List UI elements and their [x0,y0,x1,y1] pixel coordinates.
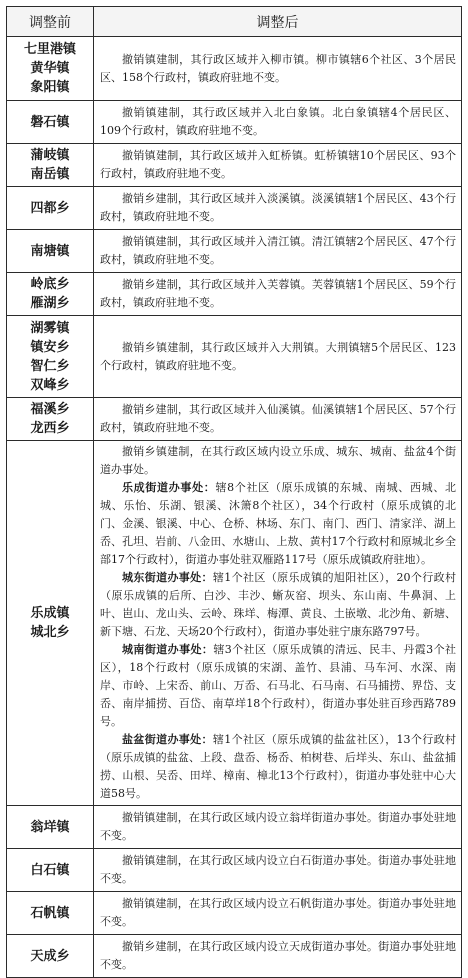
after-cell [94,398,462,441]
subdistrict-title: 城东街道办事处： [122,571,213,584]
after-text: 撤销镇建制，其行政区域并入清江镇。清江镇辖2个居民区、47个行政村，镇政府驻地不变。 [100,235,456,266]
before-name: 岭底乡 [30,277,70,292]
after-text: 撤销镇建制，在其行政区域内设立白石街道办事处。街道办事处驻地不变。 [100,854,456,885]
subdistrict-text: 辖8个社区（原乐成镇的东城、南城、西城、北城、乐怡、乐湖、银溪、沐箫8个社区），34个行政村（原乐成镇的北门、金溪、银溪、中心、仓桥、林场、东门、南门、西门、清家洋、湖上岙、孔坦、岩前、八金田、水塘山、上敖、黄村17个行政村和原城北乡全部17个行政村），街道办事处驻双雁路117号（原乐成镇政府驻地）。 [100,481,457,566]
subdistrict-paragraph [100,731,456,803]
before-cell [7,892,94,935]
after-intro: 撤销乡镇建制，在其行政区域内设立乐成、城东、城南、盐盆4个街道办事处。 [100,445,456,476]
after-cell [94,144,462,187]
table-body [7,37,462,978]
before-name: 雁湖乡 [30,296,70,311]
after-text: 撤销镇建制，在其行政区域内设立石帆街道办事处。街道办事处驻地不变。 [100,897,456,928]
before-name: 湖雾镇 [30,320,70,336]
table-row [7,144,462,187]
before-cell [7,806,94,849]
after-text: 撤销镇建制，其行政区域并入北白象镇。北白象镇辖4个居民区、109个行政村，镇政府驻地不变。 [100,106,456,137]
after-text: 撤销乡镇建制，其行政区域并入大荆镇。大荆镇辖5个居民区、123个行政村，镇政府驻地不变。 [100,340,456,372]
before-name: 南塘镇 [30,243,70,259]
before-name: 乐成镇 [30,606,70,621]
before-name: 天成乡 [30,948,70,964]
before-name: 七里港镇 [23,42,76,57]
before-cell [7,316,94,398]
header-after: 调整后 [94,7,462,37]
subdistrict-text: 辖1个社区（原乐成镇的旭阳社区），20个行政村（原乐成镇的后所、白沙、丰沙、蜥灰窑、坝头、东山南、牛鼻洞、上叶、岜山、龙山头、云岭、珠垟、梅潭、黄良、土嵌墩、北沙角、新塘、新下塘、石龙、天场20个行政村），街道办事处驻宁康东路797号。 [100,571,457,638]
before-name: 黄华镇 [30,61,70,76]
table-row [7,806,462,849]
table-row [7,187,462,230]
table-row [7,273,462,316]
adjustment-table [6,6,462,978]
adjustment-table-document [6,6,462,978]
after-text: 撤销乡建制，其行政区域并入淡溪镇。淡溪镇辖1个居民区、43个行政村，镇政府驻地不变。 [100,192,456,223]
before-cell [7,398,94,441]
after-cell [94,230,462,273]
after-cell [94,806,462,849]
table-row [7,892,462,935]
after-cell [94,101,462,144]
subdistrict-title: 乐成街道办事处： [122,481,216,494]
before-name: 智仁乡 [30,358,70,374]
subdistrict-title: 城南街道办事处： [122,643,214,656]
before-name: 白石镇 [30,862,70,878]
subdistrict-paragraph [100,569,456,641]
table-header-row [7,7,462,37]
before-cell [7,101,94,144]
before-cell [7,144,94,187]
before-name: 双峰乡 [30,377,70,393]
after-text: 撤销镇建制，其行政区域并入柳市镇。柳市镇辖6个社区、3个居民区、158个行政村，镇政府驻地不变。 [100,52,456,84]
subdistrict-text: 辖3个社区（原乐成镇的清远、民丰、丹霞3个社区），18个行政村（原乐成镇的宋湖、盖竹、县浦、马车河、水深、南岸、市岭、上宋岙、前山、万岙、石马北、石马南、石马捕捞、界岱、支岙、南岸捕捞、百岱、南草垟18个行政村），街道办事处驻百珍西路789号。 [100,643,456,728]
before-name: 四都乡 [30,200,70,216]
before-cell [7,273,94,316]
after-cell [94,441,462,806]
after-text: 撤销乡建制，在其行政区域内设立天成街道办事处。街道办事处驻地不变。 [100,940,456,971]
before-name: 石帆镇 [30,905,70,921]
subdistrict-title: 盐盆街道办事处： [122,733,213,746]
after-text: 撤销乡建制，其行政区域并入仙溪镇。仙溪镇辖1个居民区、57个行政村，镇政府驻地不变。 [100,403,456,434]
table-row [7,441,462,806]
before-cell [7,230,94,273]
before-name: 翁垟镇 [30,819,70,835]
after-cell [94,935,462,978]
before-name: 龙西乡 [30,421,70,436]
after-text: 撤销镇建制，其行政区域并入虹桥镇。虹桥镇辖10个居民区、93个行政村，镇政府驻地不变。 [100,149,456,180]
header-before: 调整前 [7,7,94,37]
after-cell [94,187,462,230]
before-cell [7,849,94,892]
subdistrict-paragraph [100,641,456,731]
after-cell [94,273,462,316]
after-cell [94,316,462,398]
table-row [7,37,462,101]
after-cell [94,892,462,935]
table-row [7,398,462,441]
after-cell [94,849,462,892]
before-name: 城北乡 [30,625,70,640]
table-row [7,316,462,398]
after-text: 撤销镇建制，在其行政区域内设立翁垟街道办事处。街道办事处驻地不变。 [100,811,456,842]
before-name: 南岳镇 [30,167,70,182]
before-name: 镇安乡 [30,339,70,355]
before-name: 磐石镇 [30,114,70,130]
before-cell [7,187,94,230]
before-cell [7,441,94,806]
after-text: 撤销乡建制，其行政区域并入芙蓉镇。芙蓉镇辖1个居民区、59个行政村，镇政府驻地不变。 [100,278,456,309]
before-cell [7,37,94,101]
after-cell [94,37,462,101]
subdistrict-text: 辖1个社区（原乐成镇的盐盆社区），13个行政村（原乐成镇的盐盆、上段、盘岙、杨岙、柏树巷、后垟头、东山、盐盆捕捞、山根、吴岙、田垟、樟南、樟北13个行政村），街道办事处驻中心大道58号。 [100,733,457,800]
before-name: 蒲岐镇 [30,148,70,163]
before-cell [7,935,94,978]
table-row [7,849,462,892]
table-row [7,101,462,144]
subdistrict-paragraph [100,479,456,569]
table-row [7,230,462,273]
before-name: 福溪乡 [30,402,70,417]
before-name: 象阳镇 [30,80,70,95]
table-row [7,935,462,978]
